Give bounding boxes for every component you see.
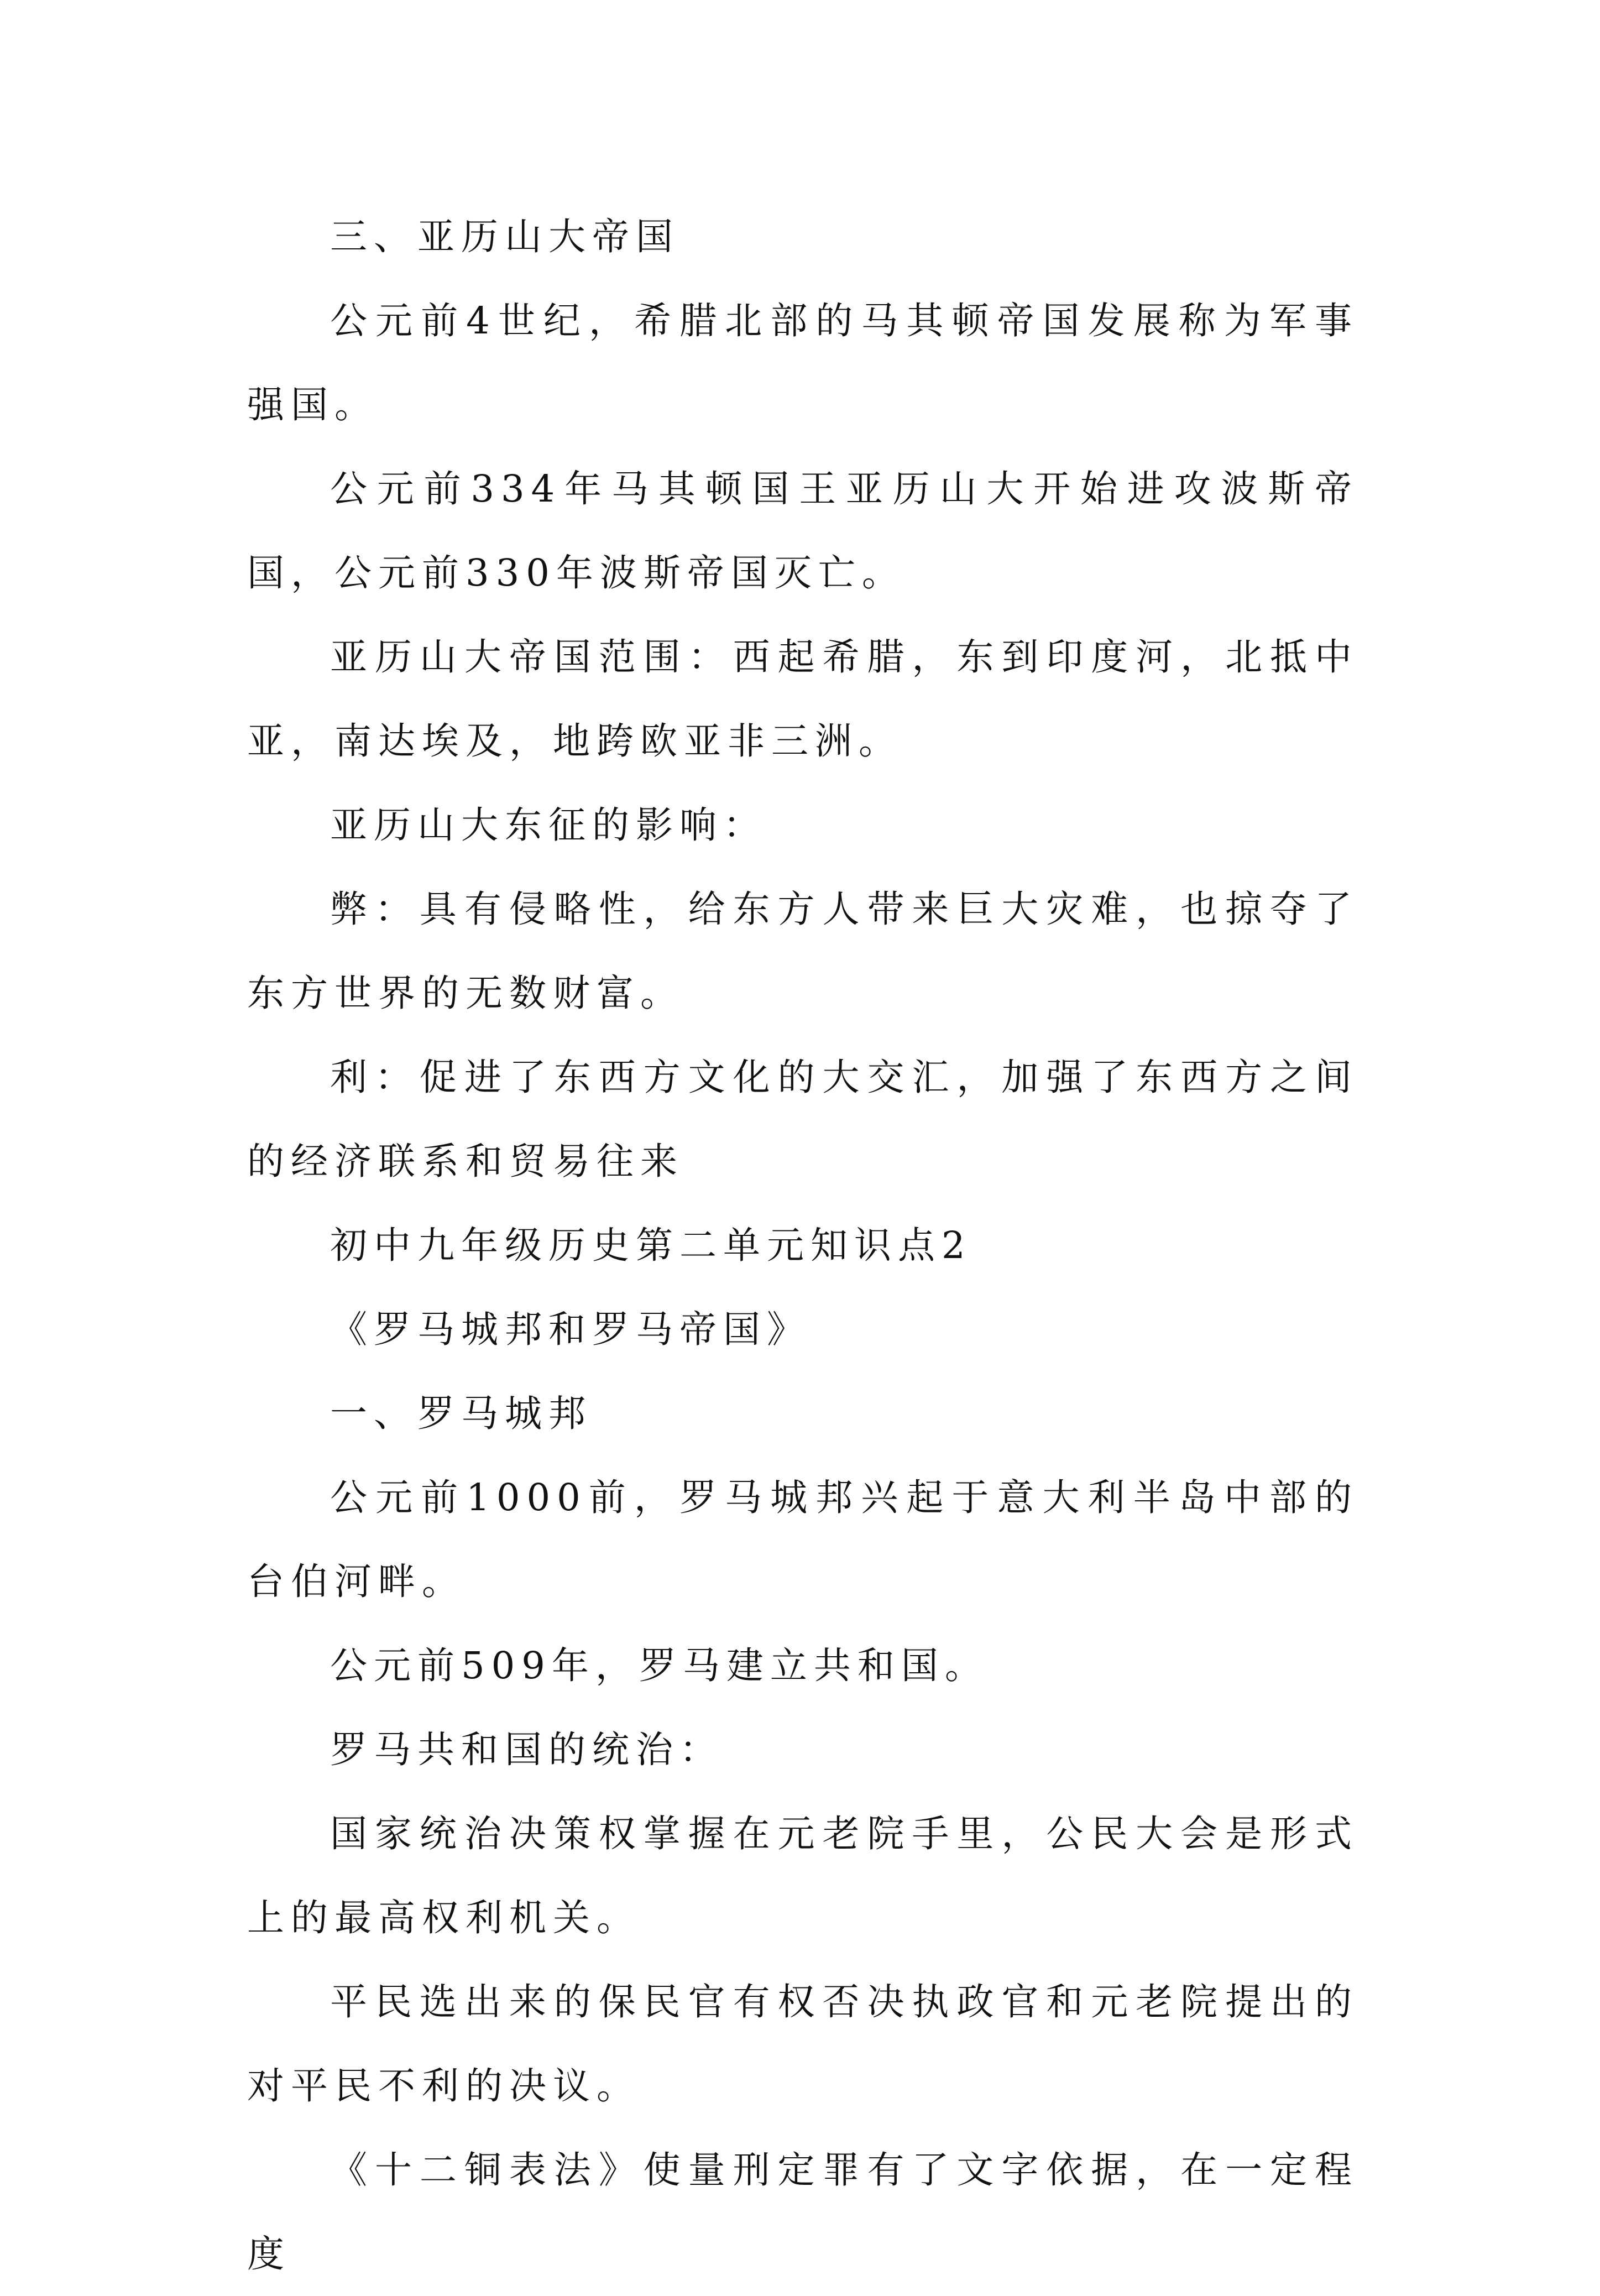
document-body — [247, 195, 1358, 2296]
paragraph-twelve-tables: 《十二铜表法》使量刑定罪有了文字依据，在一定程度 — [247, 2148, 1358, 2276]
paragraph-empire-extent: 亚历山大帝国范围：西起希腊，东到印度河，北抵中亚，南达埃及，地跨欧亚非三洲。 — [247, 635, 1358, 763]
paragraph-macedonia-rise: 公元前4世纪，希腊北部的马其顿帝国发展称为军事强国。 — [247, 299, 1358, 426]
paragraph-expedition-impact-heading: 亚历山大东征的影响： — [330, 803, 767, 847]
paragraph-senate-power: 国家统治决策权掌握在元老院手里，公民大会是形式上的最高权利机关。 — [247, 1812, 1358, 1939]
paragraph-impact-positive: 利：促进了东西方文化的大交汇，加强了东西方之间的经济联系和贸易往来 — [247, 1056, 1358, 1183]
paragraph-tribune-veto: 平民选出来的保民官有权否决执政官和元老院提出的对平民不利的决议。 — [247, 1980, 1358, 2107]
paragraph-persia-conquest: 公元前334年马其顿国王亚历山大开始进攻波斯帝国，公元前330年波斯帝国灭亡。 — [247, 467, 1358, 594]
unit-title: 初中九年级历史第二单元知识点2 — [330, 1224, 972, 1267]
section-heading-roman-city-state: 一、罗马城邦 — [330, 1392, 592, 1435]
paragraph-republic-established: 公元前509年，罗马建立共和国。 — [330, 1644, 989, 1687]
paragraph-rome-founding: 公元前1000前，罗马城邦兴起于意大利半岛中部的台伯河畔。 — [247, 1476, 1358, 1603]
section-heading-alexander-empire: 三、亚历山大帝国 — [330, 215, 679, 258]
paragraph-republic-rule-heading: 罗马共和国的统治： — [330, 1728, 723, 1771]
paragraph-impact-negative: 弊：具有侵略性，给东方人带来巨大灾难，也掠夺了东方世界的无数财富。 — [247, 888, 1358, 1015]
lesson-title: 《罗马城邦和罗马帝国》 — [330, 1308, 811, 1351]
